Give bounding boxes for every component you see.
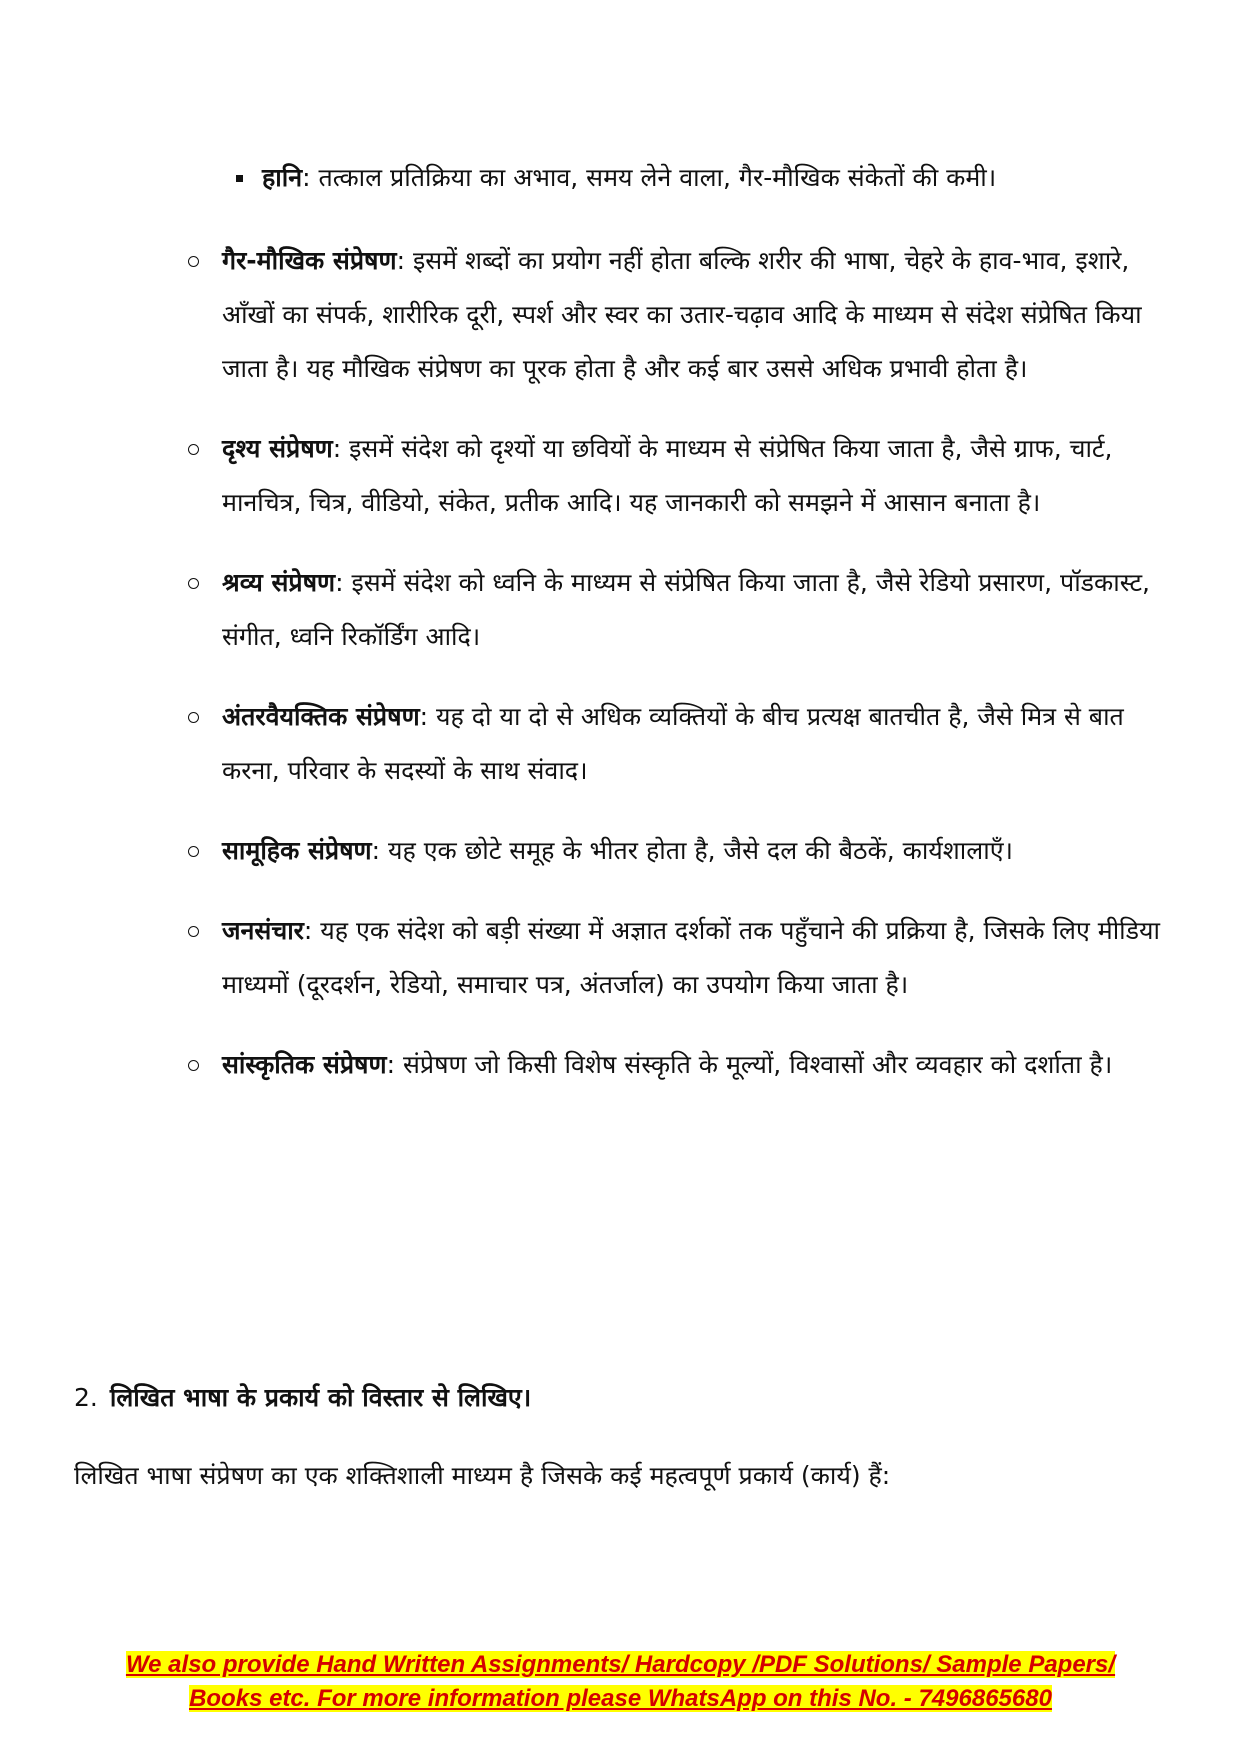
- list-item: [222, 234, 1182, 396]
- footer-line-1-text: We also provide Hand Written Assignments/ Hardcopy /PDF Solutions/ Sample Papers/: [125, 1651, 1116, 1678]
- circle-bullet-icon: [188, 846, 199, 857]
- communication-types-list: [222, 234, 1182, 1118]
- list-item: [222, 690, 1182, 798]
- question-heading: [74, 1378, 531, 1418]
- item-text: : संप्रेषण जो किसी विशेष संस्कृति के मूल्यों, विश्वासों और व्यवहार को दर्शाता है।: [386, 1050, 1113, 1079]
- item-term: श्रव्य संप्रेषण: [222, 568, 336, 597]
- circle-bullet-icon: [188, 1060, 199, 1071]
- question-text: लिखित भाषा के प्रकार्य को विस्तार से लिखिए।: [109, 1383, 532, 1412]
- list-item: [222, 1038, 1182, 1092]
- item-term: गैर-मौखिक संप्रेषण: [222, 246, 397, 275]
- circle-bullet-icon: [188, 444, 199, 455]
- square-bullet-icon: [236, 175, 243, 182]
- list-item: [222, 422, 1182, 530]
- promo-footer: [60, 1648, 1181, 1716]
- item-term: सामूहिक संप्रेषण: [222, 836, 372, 865]
- item-term: जनसंचार: [222, 916, 304, 945]
- footer-line-2: [60, 1682, 1181, 1716]
- circle-bullet-icon: [188, 712, 199, 723]
- circle-bullet-icon: [188, 926, 199, 937]
- item-text: : इसमें शब्दों का प्रयोग नहीं होता बल्कि शरीर की भाषा, चेहरे के हाव-भाव, इशारे, आँखों का संपर्क, शारीरिक दूरी, स्पर्श और स्वर का उतार-चढ़ाव आदि के माध्यम से संदेश संप्रेषित किया जाता है। यह मौखिक संप्रेषण का पूरक होता है और कई बार उससे अधिक प्रभावी होता है।: [222, 246, 1142, 383]
- footer-line-1: [60, 1648, 1181, 1682]
- square-bullet-item: [262, 160, 1182, 196]
- intro-paragraph: लिखित भाषा संप्रेषण का एक शक्तिशाली माध्यम है जिसके कई महत्वपूर्ण प्रकार्य (कार्य) हैं:: [74, 1461, 891, 1490]
- item-text: : इसमें संदेश को ध्वनि के माध्यम से संप्रेषित किया जाता है, जैसे रेडियो प्रसारण, पॉडकास्ट, संगीत, ध्वनि रिकॉर्डिंग आदि।: [222, 568, 1151, 651]
- circle-bullet-icon: [188, 256, 199, 267]
- bullet-term: हानि: [262, 163, 303, 192]
- circle-bullet-icon: [188, 578, 199, 589]
- item-text: : इसमें संदेश को दृश्यों या छवियों के माध्यम से संप्रेषित किया जाता है, जैसे ग्राफ, चार्ट, मानचित्र, चित्र, वीडियो, संकेत, प्रतीक आदि। यह जानकारी को समझने में आसान बनाता है।: [222, 434, 1113, 517]
- footer-line-2-text: Books etc. For more information please WhatsApp on this No. - 7496865680: [189, 1685, 1052, 1712]
- list-item: [222, 904, 1182, 1012]
- question-number: 2.: [74, 1383, 98, 1412]
- item-text: : यह एक छोटे समूह के भीतर होता है, जैसे दल की बैठकें, कार्यशालाएँ।: [371, 836, 1013, 865]
- list-item: [222, 824, 1182, 878]
- bullet-text: : तत्काल प्रतिक्रिया का अभाव, समय लेने वाला, गैर-मौखिक संकेतों की कमी।: [302, 163, 997, 192]
- item-text: : यह दो या दो से अधिक व्यक्तियों के बीच प्रत्यक्ष बातचीत है, जैसे मित्र से बात करना, परिवार के सदस्यों के साथ संवाद।: [222, 702, 1124, 785]
- item-term: दृश्य संप्रेषण: [222, 434, 333, 463]
- list-item: [222, 556, 1182, 664]
- item-text: : यह एक संदेश को बड़ी संख्या में अज्ञात दर्शकों तक पहुँचाने की प्रक्रिया है, जिसके लिए मीडिया माध्यमों (दूरदर्शन, रेडियो, समाचार पत्र, अंतर्जाल) का उपयोग किया जाता है।: [222, 916, 1160, 999]
- item-term: सांस्कृतिक संप्रेषण: [222, 1050, 387, 1079]
- item-term: अंतरवैयक्तिक संप्रेषण: [222, 702, 420, 731]
